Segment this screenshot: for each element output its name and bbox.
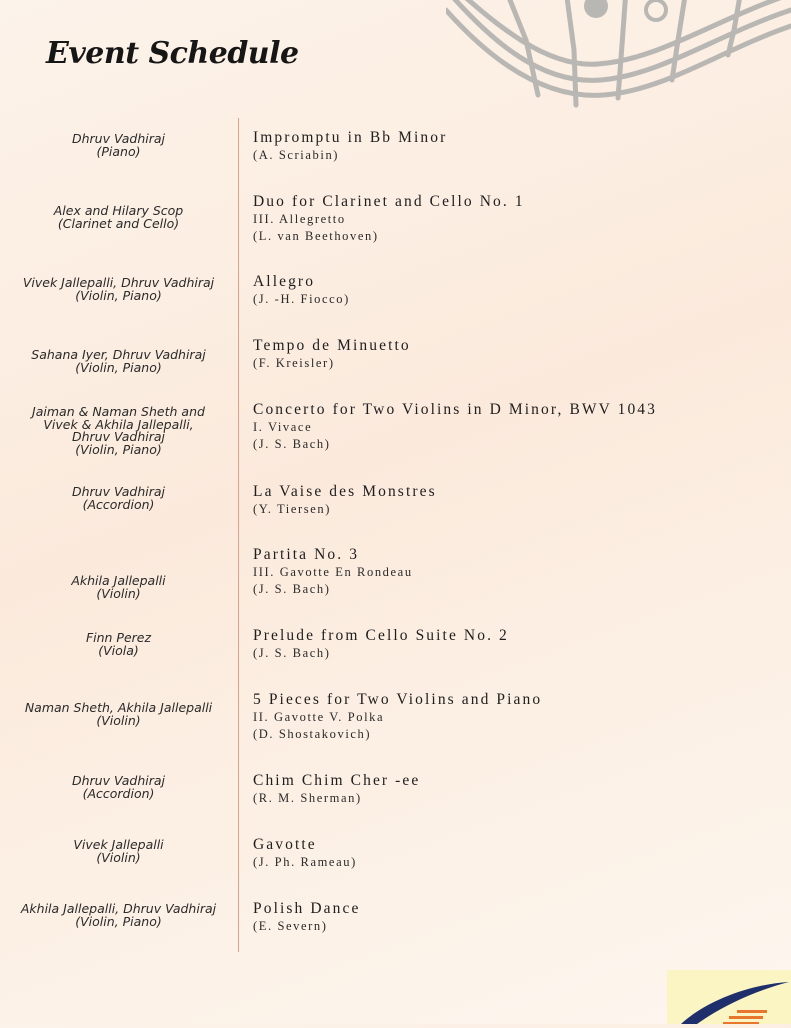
piece-title: La Vaise des Monstres bbox=[253, 483, 437, 500]
piece-block bbox=[253, 899, 783, 935]
piece-title: Prelude from Cello Suite No. 2 bbox=[253, 627, 509, 644]
performer-name: Naman Sheth, Akhila Jallepalli bbox=[24, 700, 213, 715]
piece-block bbox=[253, 545, 783, 597]
piece-composer: (J. S. Bach) bbox=[253, 436, 331, 451]
performer-block bbox=[0, 775, 237, 800]
piece-block bbox=[253, 835, 783, 871]
piece-title: Gavotte bbox=[253, 836, 317, 853]
piece-block bbox=[253, 192, 783, 244]
performer-name: Alex and Hilary Scop bbox=[53, 203, 184, 218]
piece-block bbox=[253, 336, 783, 372]
performer-name: Dhruv Vadhiraj bbox=[72, 131, 165, 146]
performer-instruments: (Violin, Piano) bbox=[75, 441, 162, 457]
performer-name: Akhila Jallepalli, Dhruv Vadhiraj bbox=[20, 901, 217, 916]
performer-name: Sahana Iyer, Dhruv Vadhiraj bbox=[31, 347, 206, 362]
piece-composer: (F. Kreisler) bbox=[253, 356, 335, 370]
performer-name: Jaiman & Naman Sheth and Vivek & Akhila Jallepalli, Dhruv Vadhiraj bbox=[32, 404, 205, 444]
performer-block bbox=[0, 903, 237, 928]
piece-block bbox=[253, 771, 783, 807]
performer-instruments: (Violin, Piano) bbox=[75, 359, 162, 375]
piece-composer: (D. Shostakovich) bbox=[253, 726, 372, 741]
logo bbox=[667, 970, 791, 1024]
piece-block bbox=[253, 690, 783, 742]
performer-block bbox=[0, 277, 237, 302]
piece-block bbox=[253, 400, 783, 452]
performer-instruments: (Viola) bbox=[98, 642, 139, 658]
performer-block bbox=[0, 839, 237, 864]
performer-name: Akhila Jallepalli bbox=[71, 573, 166, 588]
performer-instruments: (Clarinet and Cello) bbox=[57, 215, 180, 231]
piece-composer: (R. M. Sherman) bbox=[253, 791, 362, 805]
piece-title: Duo for Clarinet and Cello No. 1 bbox=[253, 193, 525, 210]
music-staff-decoration bbox=[446, 0, 791, 110]
performer-block bbox=[0, 702, 237, 727]
performer-block bbox=[0, 486, 237, 511]
piece-composer: (J. S. Bach) bbox=[253, 646, 331, 660]
piece-composer: (E. Severn) bbox=[253, 919, 328, 933]
performer-instruments: (Violin, Piano) bbox=[75, 287, 162, 303]
piece-block bbox=[253, 626, 783, 662]
performer-block bbox=[0, 133, 237, 158]
piece-movement: III. Allegretto bbox=[253, 212, 346, 226]
piece-movement: I. Vivace bbox=[253, 420, 313, 434]
piece-title: Chim Chim Cher -ee bbox=[253, 772, 421, 789]
piece-composer: (J. S. Bach) bbox=[253, 581, 331, 596]
performer-instruments: (Violin) bbox=[96, 712, 141, 728]
performer-instruments: (Accordion) bbox=[82, 785, 155, 801]
piece-block bbox=[253, 272, 783, 308]
performer-name: Dhruv Vadhiraj bbox=[72, 484, 165, 499]
performer-block bbox=[0, 575, 237, 600]
piece-composer: (J. -H. Fiocco) bbox=[253, 292, 350, 306]
piece-title: Polish Dance bbox=[253, 900, 361, 917]
swoosh-logo-icon bbox=[667, 970, 791, 1024]
performer-name: Finn Perez bbox=[85, 630, 152, 645]
performer-name: Vivek Jallepalli, Dhruv Vadhiraj bbox=[22, 275, 215, 290]
piece-block bbox=[253, 482, 783, 518]
performer-instruments: (Violin) bbox=[96, 585, 141, 601]
performer-block bbox=[0, 406, 237, 456]
performer-block bbox=[0, 349, 237, 374]
piece-title: 5 Pieces for Two Violins and Piano bbox=[253, 691, 543, 708]
piece-title: Allegro bbox=[253, 273, 316, 290]
performer-name: Dhruv Vadhiraj bbox=[72, 773, 165, 788]
performer-instruments: (Violin, Piano) bbox=[75, 913, 162, 929]
page-title: Event Schedule bbox=[46, 36, 299, 71]
piece-composer: (Y. Tiersen) bbox=[253, 502, 332, 516]
performer-instruments: (Piano) bbox=[96, 143, 141, 159]
performer-instruments: (Accordion) bbox=[82, 496, 155, 512]
piece-title: Impromptu in Bb Minor bbox=[253, 129, 448, 146]
piece-composer: (A. Scriabin) bbox=[253, 148, 340, 162]
piece-block bbox=[253, 128, 783, 164]
piece-title: Tempo de Minuetto bbox=[253, 337, 411, 354]
piece-title: Partita No. 3 bbox=[253, 546, 360, 563]
performer-block bbox=[0, 632, 237, 657]
column-divider bbox=[238, 118, 239, 952]
piece-movement: II. Gavotte V. Polka bbox=[253, 710, 385, 724]
performer-instruments: (Violin) bbox=[96, 849, 141, 865]
piece-composer: (L. van Beethoven) bbox=[253, 228, 379, 243]
performer-name: Vivek Jallepalli bbox=[73, 837, 164, 852]
piece-title: Concerto for Two Violins in D Minor, BWV 1043 bbox=[253, 401, 658, 418]
performer-block bbox=[0, 205, 237, 230]
piece-movement: III. Gavotte En Rondeau bbox=[253, 565, 413, 579]
piece-composer: (J. Ph. Rameau) bbox=[253, 855, 357, 869]
